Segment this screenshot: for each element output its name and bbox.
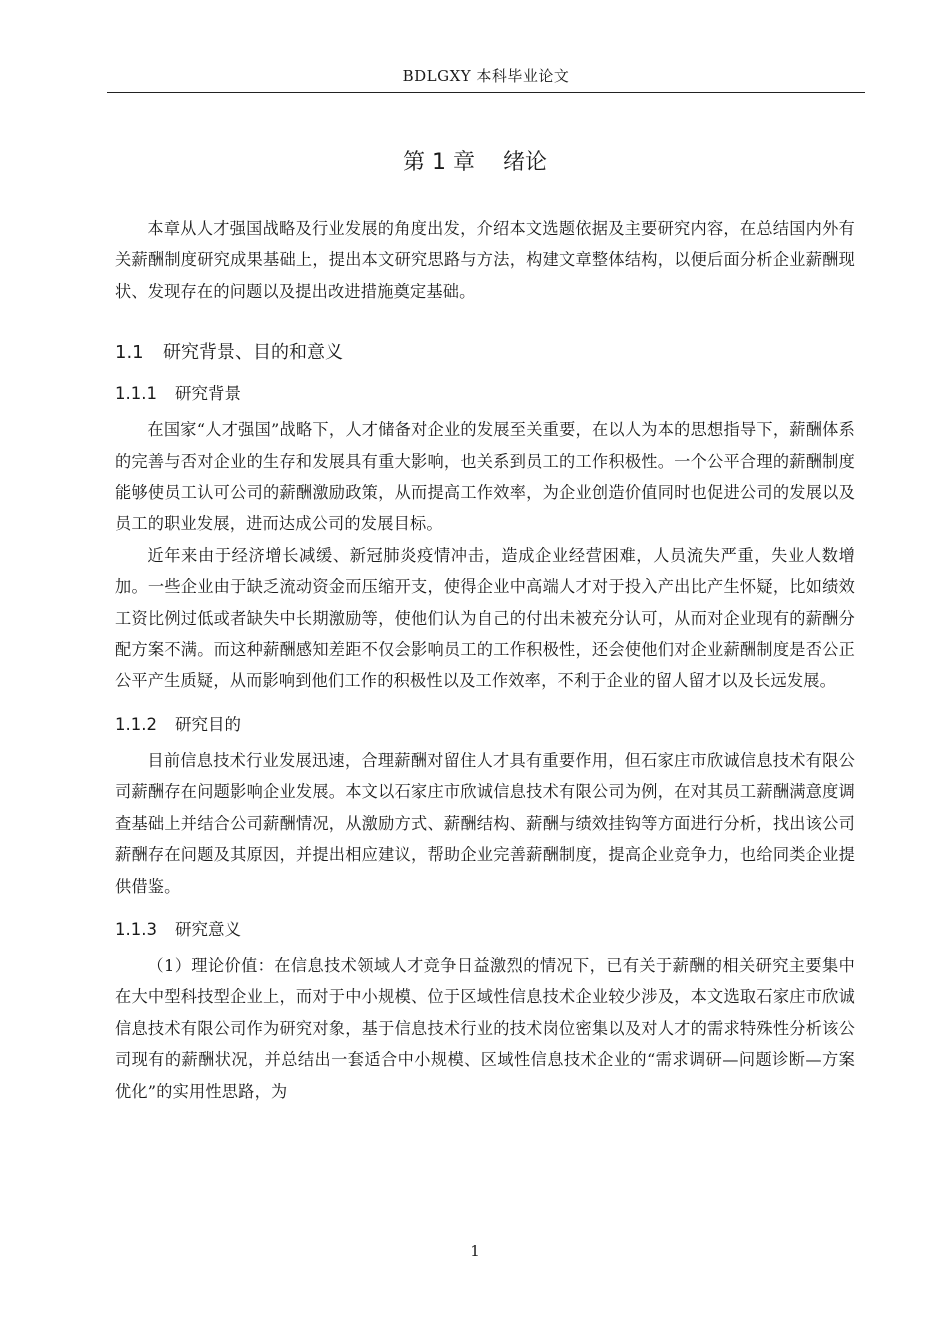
body-paragraph: （1）理论价值：在信息技术领域人才竞争日益激烈的情况下，已有关于薪酬的相关研究主要集中在大中型科技型企业上，而对于中小规模、位于区域性信息技术企业较少涉及，本文选取石家庄市欣诚信息技术有限公司作为研究对象，基于信息技术行业的技术岗位密集以及对人才的需求特殊性分析该公司现有的薪酬状况，并总结出一套适合中小规模、区域性信息技术企业的“需求调研—问题诊断—方案优化”的实用性思路，为 [115,955,855,1101]
chapter-number: 第 1 章 [403,150,475,175]
page-body [115,213,855,1107]
running-header [107,66,865,93]
body-paragraph: 目前信息技术行业发展迅速，合理薪酬对留住人才具有重要作用，但石家庄市欣诚信息技术有限公司薪酬存在问题影响企业发展。本文以石家庄市欣诚信息技术有限公司为例，在对其员工薪酬满意度调查基础上并结合公司薪酬情况，从激励方式、薪酬结构、薪酬与绩效挂钩等方面进行分析，找出该公司薪酬存在问题及其原因，并提出相应建议，帮助企业完善薪酬制度，提高企业竞争力，也给同类企业提供借鉴。 [115,750,855,896]
subsection-heading-1-1-2 [115,712,855,738]
subsection-number: 1.1.3 [115,919,157,939]
section-title: 研究背景、目的和意义 [163,342,343,364]
subsection-title: 研究意义 [175,919,241,939]
subsection-heading-1-1-3 [115,917,855,943]
page-number: 1 [470,1242,480,1260]
running-header-title: BDLGXY 本科毕业论文 [402,67,570,85]
body-paragraph: 近年来由于经济增长减缓、新冠肺炎疫情冲击，造成企业经营困难，人员流失严重，失业人数增加。一些企业由于缺乏流动资金而压缩开支，使得企业中高端人才对于投入产出比产生怀疑，比如绩效工资比例过低或者缺失中长期激励等，使他们认为自己的付出未被充分认可，从而对企业现有的薪酬分配方案不满。而这种薪酬感知差距不仅会影响员工的工作积极性，还会使他们对企业薪酬制度是否公正公平产生质疑，从而影响到他们工作的积极性以及工作效率，不利于企业的留人留才以及长远发展。 [115,545,855,691]
chapter-name: 绪论 [502,150,547,175]
subsection-number: 1.1.1 [115,384,157,404]
chapter-title [0,146,950,180]
body-paragraph: 在国家“人才强国”战略下，人才储备对企业的发展至关重要，在以人为本的思想指导下，薪酬体系的完善与否对企业的生存和发展具有重大影响，也关系到员工的工作积极性。一个公平合理的薪酬制度能够使员工认可公司的薪酬激励政策，从而提高工作效率，为企业创造价值同时也促进公司的发展以及员工的职业发展，进而达成公司的发展目标。 [115,420,855,534]
section-heading-1-1 [115,340,855,366]
subsection-title: 研究目的 [175,714,241,734]
subsection-heading-1-1-1 [115,381,855,407]
subsection-title: 研究背景 [175,384,241,404]
chapter-intro-paragraph: 本章从人才强国战略及行业发展的角度出发，介绍本文选题依据及主要研究内容，在总结国内外有关薪酬制度研究成果基础上，提出本文研究思路与方法，构建文章整体结构，以便后面分析企业薪酬现状、发现存在的问题以及提出改进措施奠定基础。 [115,219,855,301]
subsection-number: 1.1.2 [115,714,157,734]
section-number: 1.1 [115,342,144,364]
